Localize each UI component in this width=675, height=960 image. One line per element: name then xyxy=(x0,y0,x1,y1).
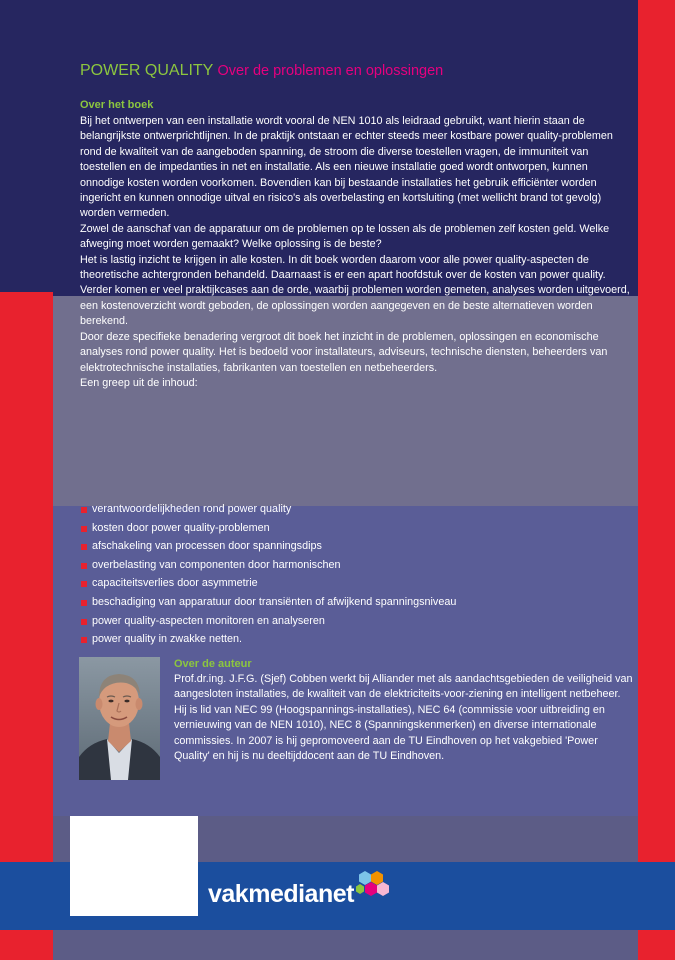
list-item-text: power quality-aspecten monitoren en analyseren xyxy=(92,614,325,627)
list-item xyxy=(80,593,630,612)
book-title xyxy=(80,62,443,80)
author-photo xyxy=(79,657,160,780)
about-paragraph: Een greep uit de inhoud: xyxy=(80,376,198,389)
publisher-logo xyxy=(208,874,394,914)
about-heading: Over het boek xyxy=(80,99,154,111)
list-item xyxy=(80,519,630,538)
bullet-square-icon xyxy=(81,526,87,532)
bullet-square-icon xyxy=(81,600,87,606)
author-paragraph: Prof.dr.ing. J.F.G. (Sjef) Cobben werkt bij Alliander met als aandachtsgebieden de veiligheid van aangesloten installaties, de kwaliteit van de elektriciteits-voor-ziening en intelligent netbeheer. Hij is lid van NEC 99 (Hoogspannings-installaties), NEC 64 (commissie voor uitbreiding en vernieuwing van de NEN 1010), NEC 8 (Spanningskenmerken) en diverse internationale commissies. In 2007 is hij gepromoveerd aan de TU Eindhoven op het vakgebied 'Power Quality' en hij is nu deeltijddocent aan de TU Eindhoven. xyxy=(174,673,633,763)
about-paragraph: Door deze specifieke benadering vergroot dit boek het inzicht in de problemen, oplossingen en economische analyses rond power quality. Het is bedoeld voor installateurs, adviseurs, technische diensten, beheerders van elektrotechnische installaties, fabrikanten van toestellen en netbeheerders. xyxy=(80,330,608,374)
about-paragraph: Bij het ontwerpen van een installatie wordt vooral de NEN 1010 als leidraad gebruikt, want hierin staan de belangrijkste ontwerprichtlijnen. In de praktijk ontstaan er echter steeds meer kostbare power quality-problemen rond de kwaliteit van de aangeboden spanning, de stroom die diverse toestellen vragen, de immuniteit van toestellen en de impedanties in net en installatie. Als een nieuwe installatie goed wordt ontworpen, kunnen onnodige kosten worden voorkomen. Bovendien kan bij bestaande installaties het gebruik efficiënter worden ingericht en kunnen onnodige uitval en risico's als overbelasting en kortsluiting (met wellicht brand tot gevolg) worden vermeden. xyxy=(80,115,613,220)
list-item-text: kosten door power quality-problemen xyxy=(92,521,270,534)
list-item xyxy=(80,612,630,631)
book-title-main: POWER QUALITY xyxy=(80,62,214,79)
list-item-text: beschadiging van apparatuur door transiënten of afwijkend spanningsniveau xyxy=(92,595,457,608)
bullet-square-icon xyxy=(81,619,87,625)
list-item xyxy=(80,537,630,556)
hexagon-cluster-icon xyxy=(356,870,394,904)
book-title-sub: Over de problemen en oplossingen xyxy=(217,63,444,79)
barcode-area xyxy=(70,816,198,916)
author-text xyxy=(174,672,634,764)
list-item xyxy=(80,500,630,519)
about-paragraph: Zowel de aanschaf van de apparatuur om de problemen op te lossen als de problemen zelf kosten geld. Welke afweging moet worden gemaakt? Welke oplossing is de beste? xyxy=(80,222,610,251)
list-item-text: verantwoordelijkheden rond power quality xyxy=(92,503,292,515)
bullet-square-icon xyxy=(81,581,87,587)
list-item-text: capaciteitsverlies door asymmetrie xyxy=(92,577,258,590)
list-item xyxy=(80,574,630,593)
navy-strip-left xyxy=(0,0,53,292)
bullet-square-icon xyxy=(81,507,87,513)
author-portrait-icon xyxy=(79,657,160,780)
publisher-logo-text: vakmedianet xyxy=(208,879,354,908)
bullet-square-icon xyxy=(81,563,87,569)
list-item xyxy=(80,556,630,575)
about-paragraph: Het is lastig inzicht te krijgen in alle kosten. In dit boek worden daarom voor alle power quality-aspecten de theoretische achtergronden behandeld. Daarnaast is er een apart hoofdstuk over de kosten van power quality. Verder komen er veel praktijkcases aan de orde, waarbij problemen worden gemeten, analyses worden uitgevoerd, een kostenoverzicht wordt geboden, de oplossingen worden aangegeven en de beste alternatieven worden berekend. xyxy=(80,253,630,328)
footer-bottom-band xyxy=(53,930,638,960)
bullet-square-icon xyxy=(81,637,87,643)
bullet-square-icon xyxy=(81,544,87,550)
red-strip-right xyxy=(638,0,675,960)
list-item xyxy=(80,630,630,649)
list-item-text: overbelasting van componenten door harmonischen xyxy=(92,558,341,571)
list-item-text: power quality in zwakke netten. xyxy=(92,633,243,646)
list-item-text: afschakeling van processen door spanningsdips xyxy=(92,540,322,553)
contents-list xyxy=(80,500,630,649)
about-text xyxy=(80,114,630,391)
author-heading: Over de auteur xyxy=(174,658,252,670)
